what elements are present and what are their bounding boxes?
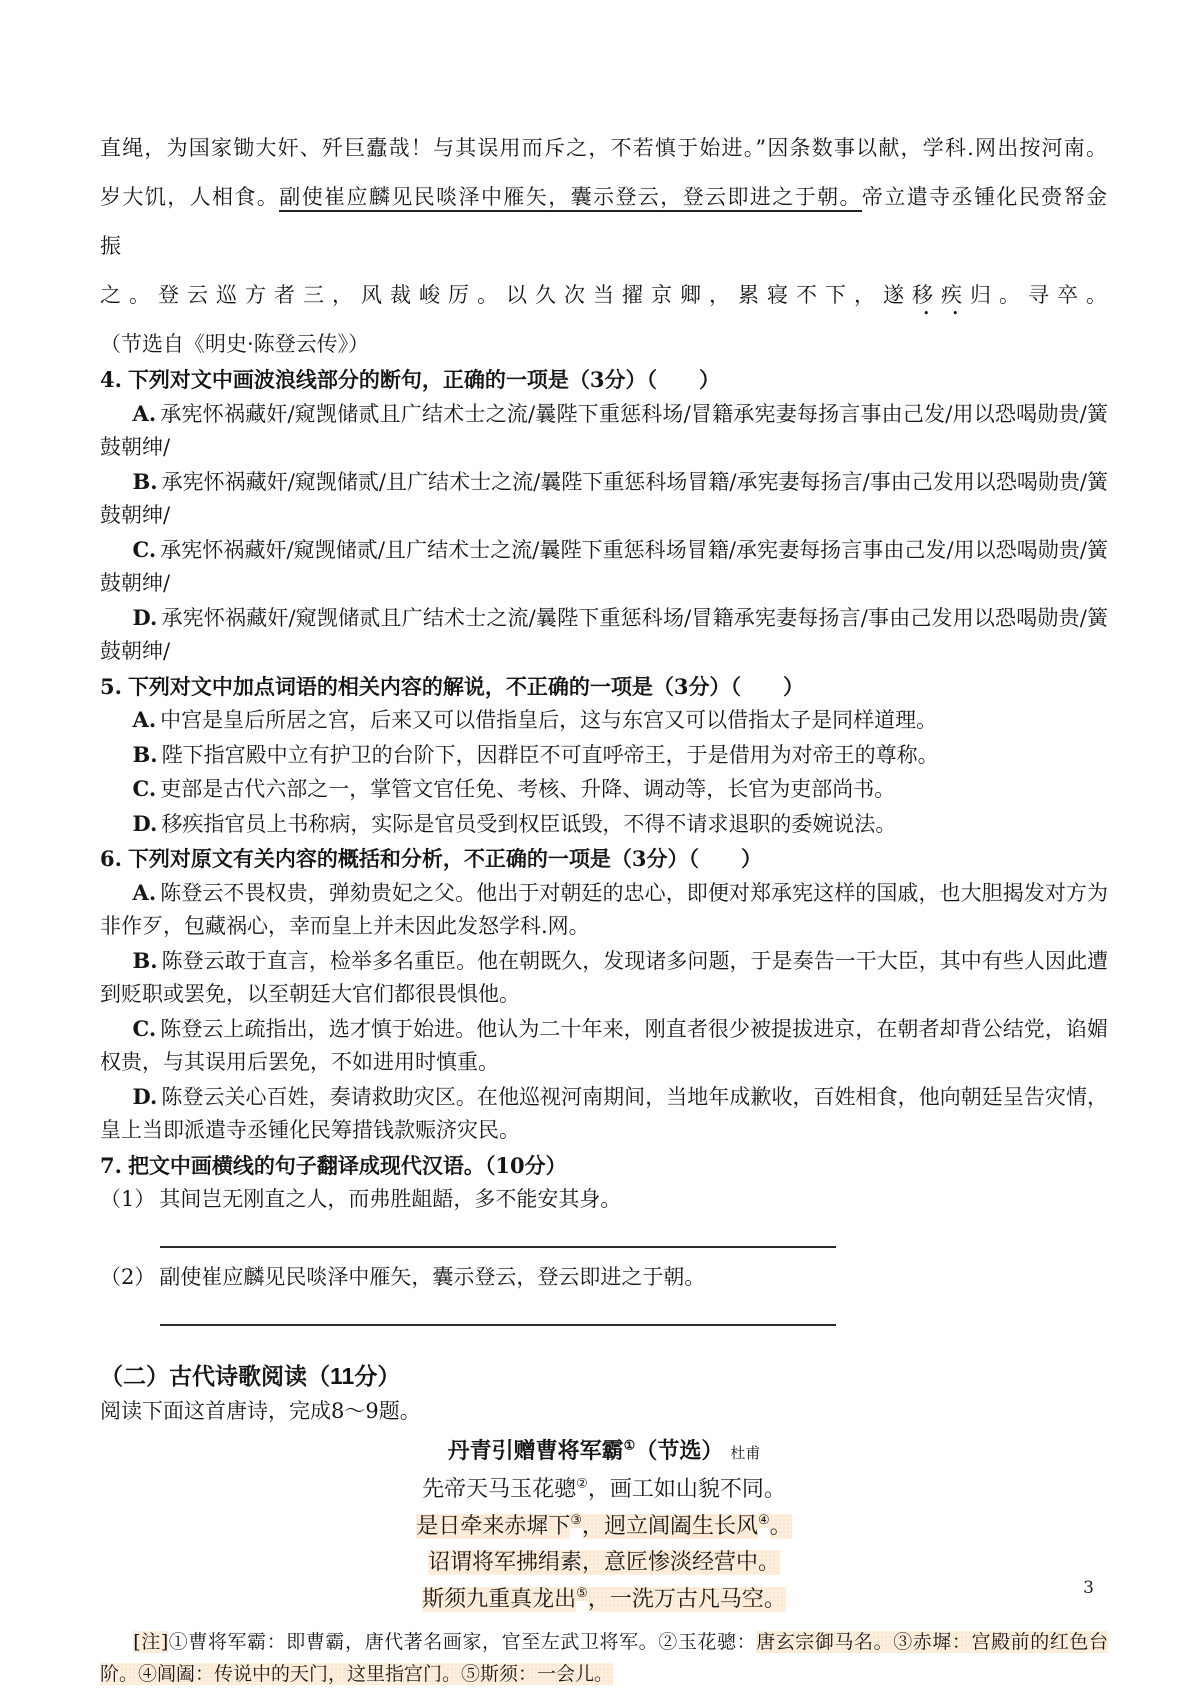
part-label: （1） [100, 1187, 156, 1211]
text-segment: 先帝天马玉花骢 [422, 1477, 577, 1502]
poem-title-text [448, 1438, 724, 1464]
question-6-option-b [100, 944, 1108, 1012]
text-segment: 岁大饥，人相食。 [100, 185, 280, 209]
poem-title [100, 1433, 1108, 1472]
option-label: B. [132, 947, 158, 973]
question-5-option-a [100, 703, 1108, 738]
highlighted-text: [注] [133, 1631, 169, 1653]
question-5-option-b [100, 738, 1108, 773]
poem-notes [100, 1626, 1108, 1690]
classical-passage [100, 124, 1108, 320]
question-number: 4. [100, 367, 122, 392]
question-stem-text: 下列对文中画波浪线部分的断句，正确的一项是（3分）（ ） [127, 367, 721, 392]
option-label: B. [132, 468, 158, 494]
section-2-heading: （二）古代诗歌阅读（11分） [100, 1363, 401, 1389]
option-text: 承宪怀祸藏奸/窥觊储贰/且广结术士之流/曩陛下重惩科场冒籍/承宪妻每扬言/事由己发用以恐喝勋贵/簧鼓朝绅/ [100, 469, 1108, 527]
part-text: 副使崔应麟见民啖泽中雁矢，囊示登云，登云即进之于朝。 [159, 1265, 706, 1289]
question-number: 7. [100, 1152, 122, 1178]
option-label: D. [132, 810, 158, 836]
question-6-option-c [100, 1012, 1108, 1080]
poem-line [100, 1545, 1108, 1582]
text-segment: ，画工如山貌不同。 [587, 1477, 786, 1502]
highlighted-text: 唐玄宗御马名。③赤墀：宫殿前的红色台阶。 [100, 1631, 1108, 1685]
highlighted-text: 是日牵来赤墀下 [416, 1513, 571, 1539]
text-segment: 直绳，为国家锄大奸、歼巨蠹哉！与其误用而斥之，不若慎于始进。”因条数事以献，学科.网出按河南。 [100, 136, 1108, 160]
option-text: 承宪怀祸藏奸/窥觊储贰且广结术士之流/曩陛下重惩科场/冒籍承宪妻每扬言/事由己发用以恐喝勋贵/簧鼓朝绅/ [100, 605, 1108, 663]
question-7-part-2 [100, 1260, 1108, 1294]
question-stem-text: 下列对文中加点词语的相关内容的解说，不正确的一项是（3分）（ ） [127, 673, 805, 699]
option-label: D. [132, 604, 158, 630]
text-segment: （节选） [635, 1438, 724, 1464]
poem-line [100, 1509, 1108, 1546]
question-number: 5. [100, 673, 122, 699]
highlighted-text: ，一洗万古凡马空。 [587, 1586, 786, 1612]
option-label: C. [132, 776, 157, 801]
option-text: 承宪怀祸藏奸/窥觊储贰/且广结术士之流/曩陛下重惩科场冒籍/承宪妻每扬言事由己发/用以恐喝勋贵/簧鼓朝绅/ [100, 537, 1108, 595]
option-label: A. [132, 879, 157, 905]
note-ref-superscript: ② [576, 1476, 588, 1492]
text-segment: 丹青引赠曹将军霸 [447, 1438, 624, 1464]
answer-blank-line [160, 1324, 836, 1326]
question-5-option-c [100, 772, 1108, 807]
option-text: 陈登云不畏权贵，弹劾贵妃之父。他出于对朝廷的忠心，即便对郑承宪这样的国戚，也大胆揭发对方为非作歹，包藏祸心，幸而皇上并未因此发怒学科.网。 [100, 880, 1108, 938]
highlighted-text: ，迥立阊阖生长风 [581, 1513, 758, 1539]
question-7 [100, 1149, 1108, 1327]
passage-line [100, 124, 1108, 173]
poem [100, 1433, 1108, 1618]
highlighted-text: 。 [769, 1513, 792, 1539]
question-4-option-d [100, 601, 1108, 669]
note-ref-superscript: ④ [758, 1513, 770, 1529]
poem-line [100, 1472, 1108, 1509]
option-label: D. [132, 1083, 158, 1109]
question-4-option-b [100, 465, 1108, 533]
text-segment: 帝立遣寺丞锺化民赍帑金振 [100, 185, 1109, 258]
option-label: C. [132, 1015, 157, 1041]
question-6-stem [100, 842, 1108, 876]
note-ref-superscript: ① [623, 1438, 636, 1454]
passage-line [100, 271, 1108, 320]
option-label: A. [132, 707, 157, 732]
question-5-stem [100, 670, 1108, 704]
option-text: 中宫是皇后所居之宫，后来又可以借指皇后，这与东宫又可以借指太子是同样道理。 [160, 708, 938, 732]
option-label: B. [132, 741, 158, 767]
question-6 [100, 842, 1108, 1148]
question-5-option-d [100, 807, 1108, 842]
note-ref-superscript: ⑤ [576, 1586, 588, 1602]
option-text: 吏部是古代六部之一，掌管文官任免、考核、升降、调动等，长官为吏部尚书。 [160, 777, 896, 801]
option-text: 移疾指官员上书称病，实际是官员受到权臣诋毁，不得不请求退职的委婉说法。 [161, 811, 897, 836]
question-stem-text: 把文中画横线的句子翻译成现代汉语。（10分） [127, 1152, 567, 1178]
text-segment: ①曹将军霸：即曹霸，唐代著名画家，官至左武卫将军。②玉花骢： [168, 1631, 757, 1653]
page-number: 3 [1083, 1578, 1094, 1598]
option-text: 陈登云关心百姓，奏请救助灾区。在他巡视河南期间，当地年成歉收，百姓相食，他向朝廷呈告灾情，皇上当即派遣寺丞锺化民筹措钱款赈济灾民。 [100, 1084, 1108, 1142]
text-segment: 之。登云巡方者三，风裁峻厉。以久次当擢京卿，累寝不下，遂 [100, 283, 912, 307]
note-ref-superscript: ③ [570, 1513, 582, 1529]
part-text: 其间岂无刚直之人，而弗胜龃龉，多不能安其身。 [159, 1187, 622, 1211]
poem-line [100, 1582, 1108, 1619]
question-7-stem [100, 1149, 1108, 1183]
question-stem-text: 下列对原文有关内容的概括和分析，不正确的一项是（3分）（ ） [127, 846, 763, 871]
underlined-text: 副使崔应麟见民啖泽中雁矢，囊示登云，登云即进之于朝。 [279, 185, 862, 212]
question-6-option-d [100, 1080, 1108, 1148]
option-text: 陈登云敢于直言，检举多名重臣。他在朝既久，发现诸多问题，于是奏告一干大臣，其中有些人因此遭到贬职或罢免，以至朝廷大官们都很畏惧他。 [100, 948, 1108, 1006]
option-label: A. [132, 400, 157, 426]
text-segment: 归。寻卒。 [970, 283, 1108, 307]
part-label: （2） [100, 1265, 156, 1289]
poem-author: 杜甫 [730, 1444, 761, 1462]
passage-line [100, 173, 1108, 271]
highlighted-text: 斯须九重真龙出 [422, 1586, 577, 1612]
highlighted-text: ④阊阖：传说中的天门，这里指宫门。⑤斯须：一会儿。 [138, 1663, 614, 1685]
option-text: 陛下指宫殿中立有护卫的台阶下，因群臣不可直呼帝王，于是借用为对帝王的尊称。 [161, 742, 939, 767]
question-7-part-1 [100, 1182, 1108, 1216]
question-number: 6. [100, 846, 122, 871]
question-4-stem [100, 363, 1108, 397]
question-4 [100, 363, 1108, 669]
question-6-option-a [100, 876, 1108, 944]
question-4-option-c [100, 533, 1108, 601]
section-2-intro: 阅读下面这首唐诗，完成8～9题。 [100, 1399, 421, 1423]
option-text: 承宪怀祸藏奸/窥觊储贰且广结术士之流/曩陛下重惩科场/冒籍承宪妻每扬言事由己发/用以恐喝勋贵/簧鼓朝绅/ [100, 401, 1108, 459]
highlighted-text: 诏谓将军拂绢素，意匠惨淡经营中。 [427, 1550, 780, 1575]
question-4-option-a [100, 397, 1108, 465]
passage-source: （节选自《明史·陈登云传》） [100, 332, 370, 356]
option-text: 陈登云上疏指出，选才慎于始进。他认为二十年来，刚直者很少被提拔进京，在朝者却背公结党，谄媚权贵，与其误用后罢免，不如进用时慎重。 [100, 1016, 1108, 1074]
question-5 [100, 670, 1108, 842]
option-label: C. [132, 536, 157, 562]
answer-blank-line [160, 1246, 836, 1248]
emphasis-dotted-text: 移疾 [912, 283, 970, 307]
